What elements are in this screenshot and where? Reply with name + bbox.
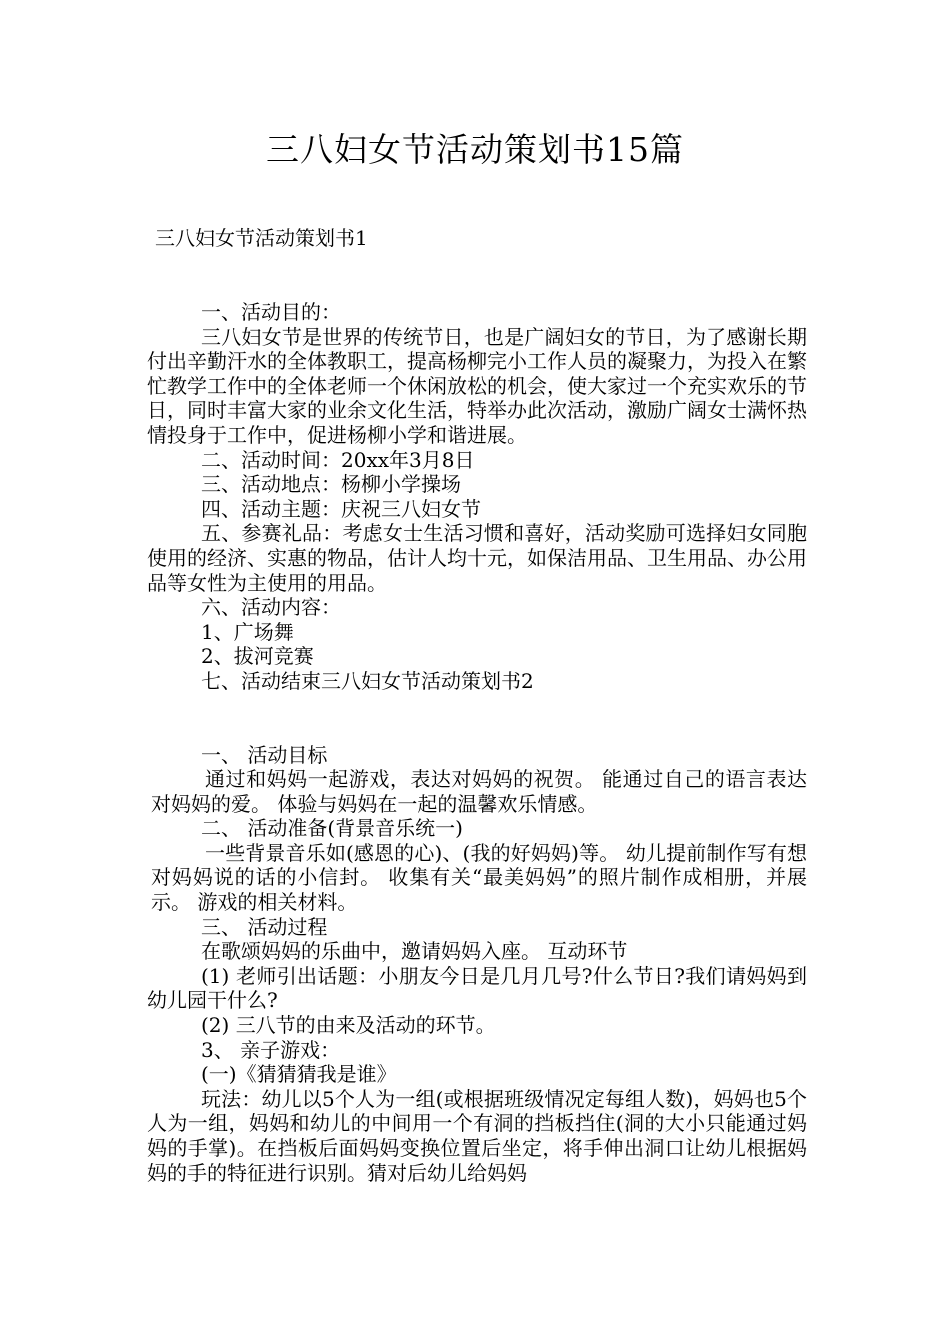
- paragraph: 2、拔河竞赛: [201, 644, 314, 669]
- paragraph: 一、 活动目标: [201, 742, 328, 767]
- paragraph: 六、活动内容：: [201, 595, 341, 620]
- document-title: 三八妇女节活动策划书15篇: [266, 130, 684, 169]
- paragraph: 五、参赛礼品：考虑女士生活习惯和喜好，活动奖励可选择妇女同胞使用的经济、实惠的物品，估计人均十元，如保洁用品、卫生用品、办公用品等女性为主使用的用品。: [147, 521, 807, 595]
- paragraph: (1) 老师引出话题：小朋友今日是几月几号?什么节日?我们请妈妈到幼儿园干什么?: [147, 963, 807, 1013]
- paragraph: 1、广场舞: [201, 619, 294, 644]
- paragraph: 通过和妈妈一起游戏，表达对妈妈的祝贺。 能通过自己的语言表达对妈妈的爱。 体验与妈妈在一起的温馨欢乐情感。: [151, 767, 807, 816]
- paragraph: 一些背景音乐如(感恩的心)、(我的好妈妈)等。 幼儿提前制作写有想对妈妈说的话的小信封。 收集有关“最美妈妈”的照片制作成相册，并展示。 游戏的相关材料。: [151, 840, 807, 915]
- paragraph: 一、活动目的：: [201, 300, 341, 324]
- paragraph: 三、 活动过程: [201, 914, 328, 939]
- spacer: [147, 694, 807, 743]
- paragraph: 二、 活动准备(背景音乐统一): [201, 816, 463, 841]
- paragraph: (一)《猜猜猜我是谁》: [201, 1062, 397, 1087]
- paragraph: 七、活动结束三八妇女节活动策划书2: [201, 668, 534, 693]
- document-body: [147, 300, 807, 1185]
- paragraph: 3、 亲子游戏：: [201, 1037, 341, 1062]
- section-heading: 三八妇女节活动策划书1: [155, 226, 368, 250]
- paragraph: 玩法：幼儿以5个人为一组(或根据班级情况定每组人数)，妈妈也5个人为一组，妈妈和幼儿的中间用一个有洞的挡板挡住(洞的大小只能通过妈妈的手掌)。在挡板后面妈妈变换位置后坐定，将手伸出洞口让幼儿根据妈妈的手的特征进行识别。猜对后幼儿给妈妈: [147, 1086, 807, 1185]
- paragraph: (2) 三八节的由来及活动的环节。: [201, 1013, 496, 1038]
- paragraph: 四、活动主题：庆祝三八妇女节: [201, 496, 481, 521]
- paragraph: 在歌颂妈妈的乐曲中，邀请妈妈入座。 互动环节: [201, 939, 628, 964]
- paragraph: 二、活动时间：20xx年3月8日: [201, 447, 475, 472]
- paragraph: 三、活动地点：杨柳小学操场: [201, 472, 461, 497]
- paragraph: 三八妇女节是世界的传统节日，也是广阔妇女的节日，为了感谢长期付出辛勤汗水的全体教职工，提高杨柳完小工作人员的凝聚力，为投入在繁忙教学工作中的全体老师一个休闲放松的机会，使大家过一个充实欢乐的节日，同时丰富大家的业余文化生活，特举办此次活动，激励广阔女士满怀热情投身于工作中，促进杨柳小学和谐进展。: [147, 324, 807, 447]
